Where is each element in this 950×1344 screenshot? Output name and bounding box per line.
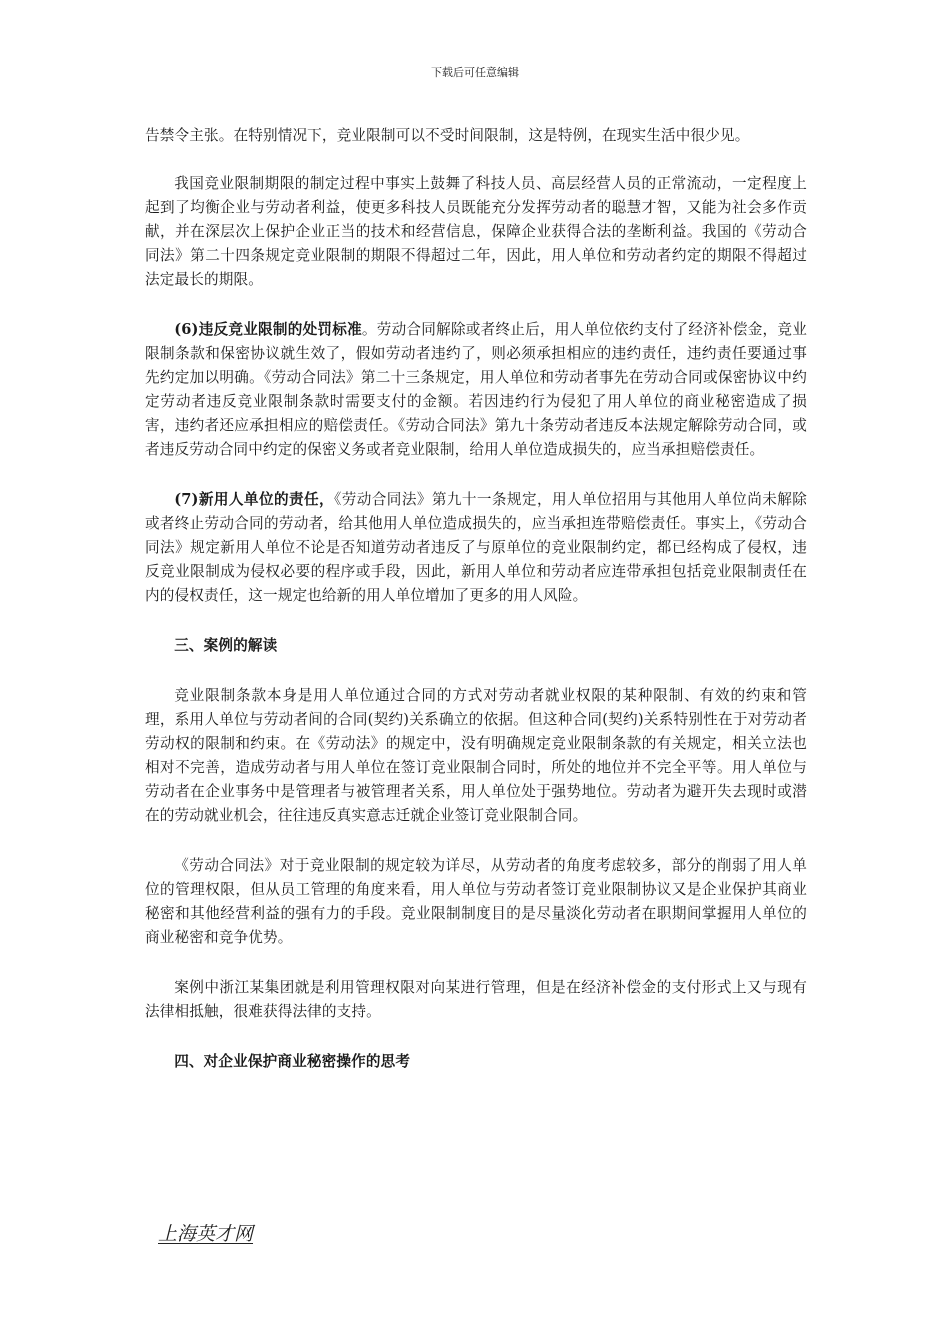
paragraph-continuation: 告禁令主张。在特别情况下，竞业限制可以不受时间限制，这是特例，在现实生活中很少见。 (145, 127, 750, 144)
paragraph-penalty-standard-text: 。劳动合同解除或者终止后，用人单位依约支付了经济补偿金，竞业限制条款和保密协议就生效了，假如劳动者违约了，则必须承担相应的违约责任，违约责任要通过事先约定加以明确。《劳动合同法》第二十三条规定，用人单位和劳动者事先在劳动合同或保密协议中约定劳动者违反竞业限制条款时需要支付的金额。若因违约行为侵犯了用人单位的商业秘密造成了损害，违约者还应承担相应的赔偿责任。《劳动合同法》第九十条劳动者违反本法规定解除劳动合同，或者违反劳动合同中约定的保密义务或者竞业限制，给用人单位造成损失的，应当承担赔偿责任。 (145, 321, 807, 458)
paragraph-competition-period: 我国竞业限制期限的制定过程中事实上鼓舞了科技人员、高层经营人员的正常流动，一定程度上起到了均衡企业与劳动者利益，使更多科技人员既能充分发挥劳动者的聪慧才智，又能为社会多作贡献，并在深层次上保护企业正当的技术和经营信息，保障企业获得合法的垄断利益。我国的《劳动合同法》第二十四条规定竞业限制的期限不得超过二年，因此，用人单位和劳动者约定的期限不得超过法定最长的期限。 (145, 175, 807, 288)
footer-logo: 上海英才网 (158, 1223, 254, 1245)
section-heading-case-analysis: 三、案例的解读 (174, 637, 278, 654)
paragraph-new-employer-liability-text: 《劳动合同法》第九十一条规定，用人单位招用与其他用人单位尚未解除或者终止劳动合同的劳动者，给其他用人单位造成损失的，应当承担连带赔偿责任。事实上，《劳动合同法》规定新用人单位不论是否知道劳动者违反了与原单位的竞业限制约定，都已经构成了侵权，违反竞业限制成为侵权必要的程序或手段，因此，新用人单位和劳动者应连带承担包括竞业限制责任在内的侵权责任，这一规定也给新的用人单位增加了更多的用人风险。 (145, 491, 807, 604)
section-heading-trade-secret: 四、对企业保护商业秘密操作的思考 (174, 1053, 411, 1070)
page-header: 下载后可任意编辑 (431, 66, 519, 79)
paragraph-case-analysis-1: 竞业限制条款本身是用人单位通过合同的方式对劳动者就业权限的某种限制、有效的约束和管理，系用人单位与劳动者间的合同(契约)关系确立的依据。但这种合同(契约)关系特别性在于对劳动者劳动权的限制和约束。在《劳动法》的规定中，没有明确规定竞业限制条款的有关规定，相关立法也相对不完善，造成劳动者与用人单位在签订竞业限制合同时，所处的地位并不完全平等。用人单位与劳动者在企业事务中是管理者与被管理者关系，用人单位处于强势地位。劳动者为避开失去现时或潜在的劳动就业机会，往往违反真实意志迁就企业签订竞业限制合同。 (145, 687, 807, 824)
document-body (145, 124, 807, 1100)
paragraph-penalty-standard-title: (6)违反竞业限制的处罚标准 (174, 321, 362, 338)
paragraph-new-employer-liability (145, 488, 807, 608)
paragraph-case-analysis-2: 《劳动合同法》对于竞业限制的规定较为详尽，从劳动者的角度考虑较多，部分的削弱了用人单位的管理权限，但从员工管理的角度来看，用人单位与劳动者签订竞业限制协议又是企业保护其商业秘密和其他经营利益的强有力的手段。竞业限制制度目的是尽量淡化劳动者在职期间掌握用人单位的商业秘密和竞争优势。 (145, 857, 807, 946)
paragraph-penalty-standard (145, 318, 807, 462)
paragraph-new-employer-liability-title: (7)新用人单位的责任， (174, 491, 335, 508)
paragraph-case-analysis-3: 案例中浙江某集团就是利用管理权限对向某进行管理，但是在经济补偿金的支付形式上又与现有法律相抵触，很难获得法律的支持。 (145, 979, 807, 1020)
